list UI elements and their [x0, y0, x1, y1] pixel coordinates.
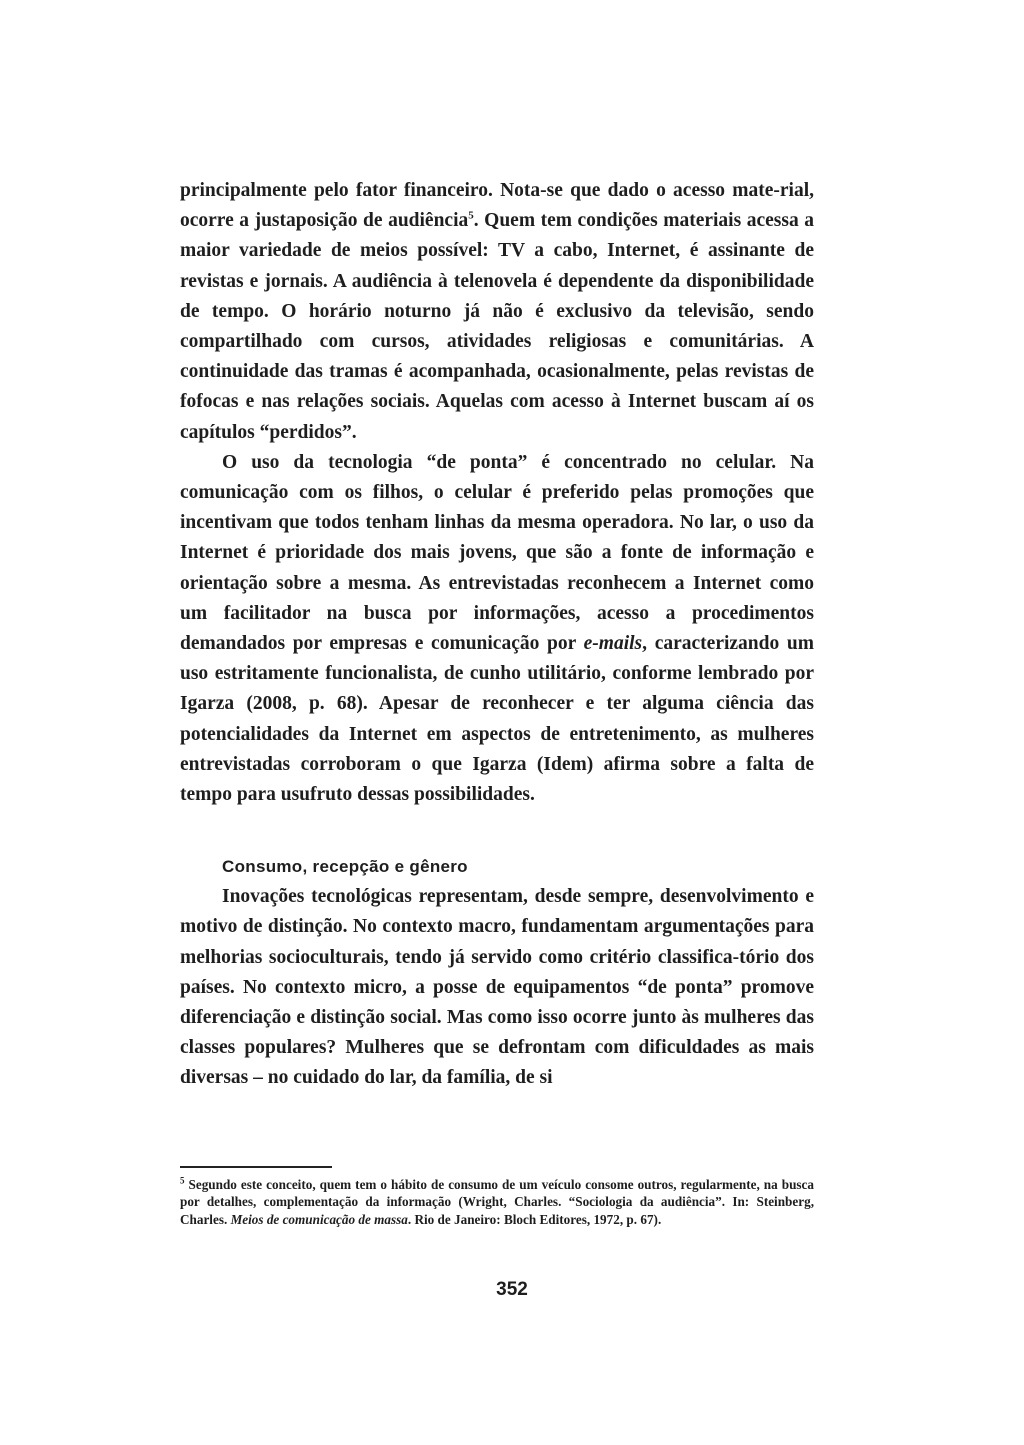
footnote-text: Segundo este conceito, quem tem o hábito de consumo de um veículo consome outros, regularmente, na busca por detalhes, complementação da informação (Wright, Charles. “Sociologia da audiência”. In: Steinberg, Charles.	[180, 1177, 814, 1227]
footnote-5	[180, 1176, 814, 1228]
page-number: 352	[496, 1279, 528, 1300]
emphasis-e-mails: e-mails	[583, 633, 643, 655]
section-heading: Consumo, recepção e gênero	[222, 857, 468, 877]
footnotes	[180, 1166, 814, 1228]
paragraph-3: Inovações tecnológicas representam, desde sempre, desenvolvimento e motivo de distinção. No contexto macro, fundamentam argumentações para melhorias socioculturais, tendo já servido como critério classifica-tório dos países. No contexto micro, a posse de equipamentos “de ponta” promove diferenciação e distinção social. Mas como isso ocorre junto às mulheres das classes populares? Mulheres que se defrontam com dificuldades as mais diversas – no cuidado do lar, da família, de si	[180, 886, 814, 1089]
paragraph-1	[180, 176, 814, 448]
paragraph-1-text-cont: . Quem tem condições materiais acessa a maior variedade de meios possível: TV a cabo, Internet, é assinante de revistas e jornais. A audiência à telenovela é dependente da disponibilidade de tempo. O horário noturno já não é exclusivo da televisão, sendo compartilhado com cursos, atividades religiosas e comunitárias. A continuidade das tramas é acompanhada, ocasionalmente, pelas revistas de fofocas e nas relações sociais. Aquelas com acesso à Internet buscam aí os capítulos “perdidos”.	[180, 210, 814, 443]
page-body	[180, 176, 814, 1094]
footnote-rule	[180, 1166, 332, 1168]
footnote-text-cont: . Rio de Janeiro: Bloch Editores, 1972, p. 67).	[407, 1211, 662, 1227]
paragraph-1-text: principalmente pelo fator financeiro. Nota-se que dado o acesso mate-rial, ocorre a justaposição de audiência	[180, 180, 814, 232]
paragraph-2	[180, 448, 814, 810]
footnote-book-title: Meios de comunicação de massa	[230, 1211, 408, 1227]
footnote-number: 5	[180, 1175, 185, 1186]
paragraph-2-text-cont: , caracterizando um uso estritamente funcionalista, de cunho utilitário, conforme lembrado por Igarza (2008, p. 68). Apesar de reconhecer e ter alguma ciência das potencialidades da Internet em aspectos de entretenimento, as mulheres entrevistadas corroboram o que Igarza (Idem) afirma sobre a falta de tempo para usufruto dessas possibilidades.	[180, 633, 815, 806]
paragraph-2-text: O uso da tecnologia “de ponta” é concentrado no celular. Na comunicação com os filhos, o celular é preferido pelas promoções que incentivam que todos tenham linhas da mesma operadora. No lar, o uso da Internet é prioridade dos mais jovens, que são a fonte de informação e orientação sobre a mesma. As entrevistadas reconhecem a Internet como um facilitador na busca por informações, acesso a procedimentos demandados por empresas e comunicação por	[180, 451, 814, 655]
footnote-ref-5[interactable]: 5	[468, 209, 474, 222]
